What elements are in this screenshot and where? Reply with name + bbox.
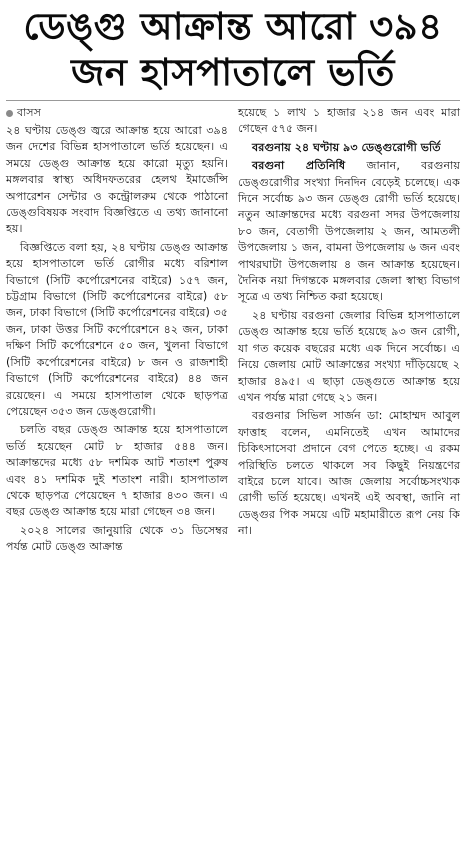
left-paragraph: ২৪ ঘণ্টায় ডেঙ্গু জ্বরে আক্রান্ত হয়ে আরো ৩৯৪ জন দেশের বিভিন্ন হাসপাতালে ভর্তি হয়েছেন। এ সময়ে ডেঙ্গু আক্রান্ত হয়ে কারো মৃত্যু হয়নি। মঙ্গলবার স্বাস্থ্য অধিদফতরের হেলথ ইমার্জেন্সি অপারেশন সেন্টার ও কন্ট্রোলরুম থেকে পাঠানো ডেঙ্গুবিষয়ক সংবাদ বিজ্ঞপ্তিতে এ তথ্য জানানো হয়। (6, 124, 228, 236)
right-paragraph: ২৪ ঘণ্টায় বরগুনা জেলার বিভিন্ন হাসপাতালে ডেঙ্গু আক্রান্ত হয়ে ভর্তি হয়েছে ৯৩ জন রোগী, যা গত কয়েক বছরের মধ্যে এক দিনে সর্বোচ্চ। এ নিয়ে জেলায় মোট আক্রান্তের সংখ্যা দাঁড়িয়েছে ২ হাজার ৪৯৫। এ ছাড়া ডেঙ্গুতে আক্রান্ত হয়ে এখন পর্যন্ত মারা গেছে ২১ জন। (238, 308, 460, 404)
headline (6, 4, 460, 96)
byline-source: বাসস (17, 106, 41, 119)
right-paragraph: বরগুনার সিভিল সার্জন ডা: মোহাম্মদ আবুল ফাত্তাহ বলেন, এমনিতেই এখন আমাদের চিকিৎসাসেবা প্রদানে বেগ পেতে হচ্ছে। এ রকম পরিস্থিতি চলতে থাকলে সব কিছুই নিয়ন্ত্রণের বাইরে চলে যাবে। আজ জেলায় সর্বোচ্চসংখ্যক রোগী ভর্তি হয়েছে। এখনই এই অবস্থা, জানি না ডেঙ্গুর পিক সময়ে এটি মহামারীতে রূপ নেয় কি না। (238, 409, 460, 538)
article-body (6, 105, 460, 558)
bullet-dot-icon (6, 110, 13, 117)
headline-line-2: জন হাসপাতালে ভর্তি (71, 51, 395, 94)
left-paragraph: চলতি বছর ডেঙ্গু আক্রান্ত হয়ে হাসপাতালে ভর্তি হয়েছেন মোট ৮ হাজার ৫৪৪ জন। আক্রান্তদের মধ্যে ৫৮ দশমিক আট শতাংশ পুরুষ এবং ৪১ দশমিক দুই শতাংশ নারী। হাসপাতাল থেকে ছাড়পত্র পেয়েছেন ৭ হাজার ৪৩০ জন। এ বছর ডেঙ্গু আক্রান্ত হয়ে মারা গেছেন ৩৪ জন। (6, 423, 228, 519)
dateline-text: জানান, বরগুনায় ডেঙ্গুরোগীর সংখ্যা দিনদিন বেড়েই চলেছে। এক দিনে সর্বোচ্চ ৯৩ জন ডেঙ্গু রোগী ভর্তি হয়েছে। নতুন আক্রান্তদের মধ্যে বরগুনা সদর উপজেলায় ৮০ জন, বেতাগী উপজেলায় ২ জন, আমতলী উপজেলায় ১ জন, বামনা উপজেলায় ৬ জন এবং পাথরঘাটা উপজেলায় ৪ জন আক্রান্ত হয়েছেন। দৈনিক নয়া দিগন্তকে মঙ্গলবার জেলা স্বাস্থ্য বিভাগ সূত্রে এ তথ্য নিশ্চিত করা হয়েছে। (238, 159, 460, 304)
divider (6, 100, 460, 101)
right-continuation: হয়েছে ১ লাখ ১ হাজার ২১৪ জন এবং মারা গেছেন ৫৭৫ জন। (238, 106, 460, 136)
right-paragraph (238, 158, 460, 306)
byline (6, 105, 228, 121)
subheading: বরগুনায় ২৪ ঘণ্টায় ৯৩ ডেঙ্গুরোগী ভর্তি (252, 140, 441, 154)
left-column (6, 105, 228, 558)
dateline: বরগুনা প্রতিনিধি (252, 159, 346, 173)
headline-line-1: ডেঙ্গু আক্রান্ত আরো ৩৯৪ (23, 5, 443, 48)
right-column (238, 105, 460, 558)
left-paragraph: বিজ্ঞপ্তিতে বলা হয়, ২৪ ঘণ্টায় ডেঙ্গু আক্রান্ত হয়ে হাসপাতালে ভর্তি রোগীর মধ্যে বরিশাল বিভাগে (সিটি কর্পোরেশনের বাইরে) ১৫৭ জন, চট্টগ্রাম বিভাগে (সিটি কর্পোরেশনের বাইরে) ৫৮ জন, ঢাকা বিভাগে (সিটি কর্পোরেশনের বাইরে) ৩৫ জন, ঢাকা উত্তর সিটি কর্পোরেশনে ৪২ জন, ঢাকা দক্ষিণ সিটি কর্পোরেশনে ৫০ জন, খুলনা বিভাগে (সিটি কর্পোরেশনের বাইরে) ৮ জন ও রাজশাহী বিভাগে (সিটি কর্পোরেশনের বাইরে) ৪৪ জন রয়েছেন। এ সময়ে হাসপাতাল থেকে ছাড়পত্র পেয়েছেন ৩৫৩ জন ডেঙ্গুরোগী। (6, 240, 228, 418)
left-paragraph: ২০২৪ সালের জানুয়ারি থেকে ৩১ ডিসেম্বর পর্যন্ত মোট ডেঙ্গু আক্রান্ত (6, 523, 228, 554)
